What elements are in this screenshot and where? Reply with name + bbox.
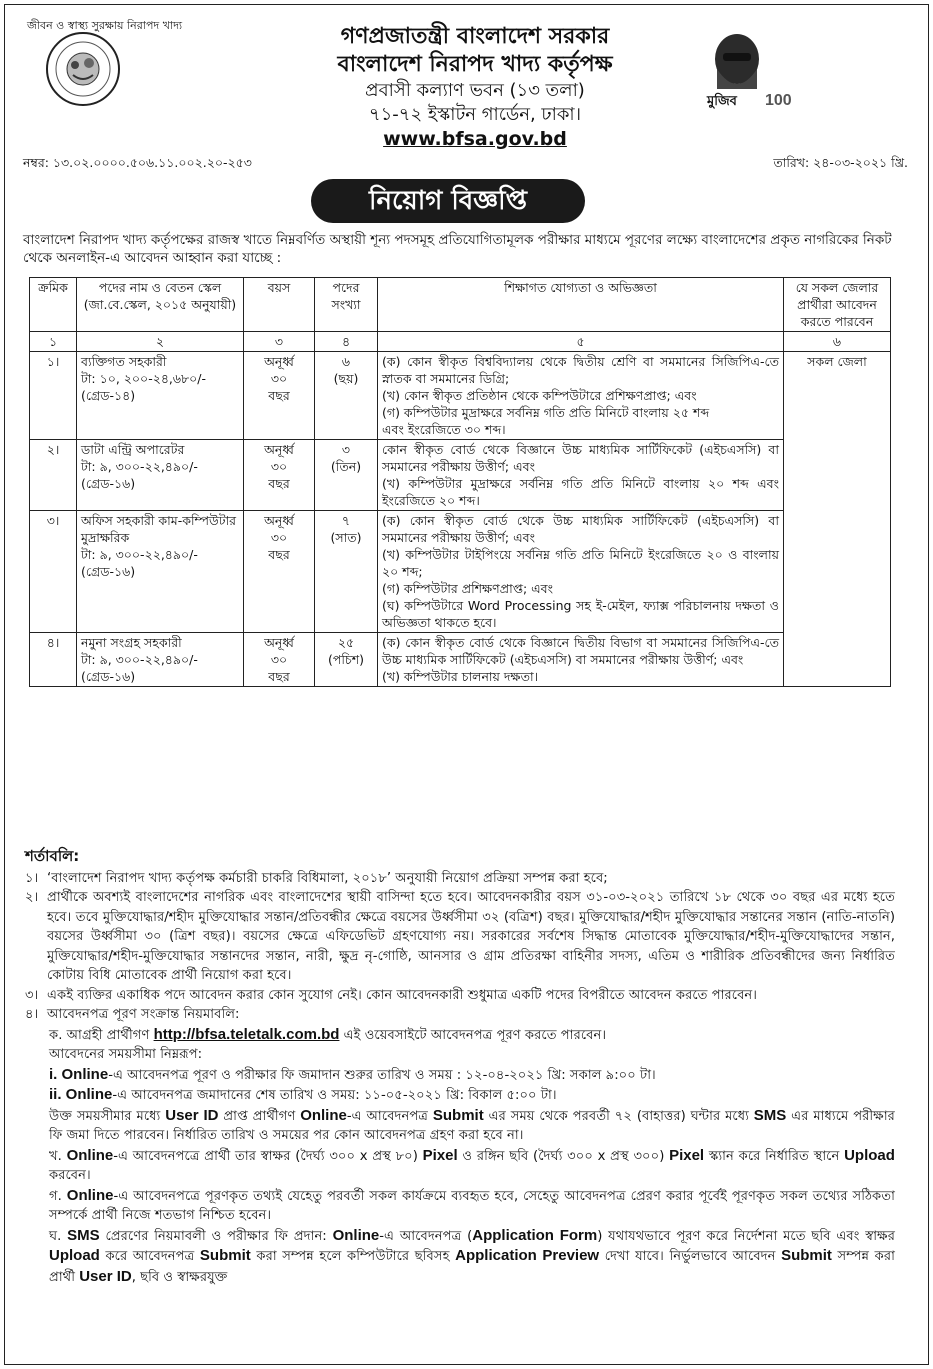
post-name: ব্যক্তিগত সহকারী <box>81 354 167 369</box>
col-number: ৬ <box>784 332 891 352</box>
text-segment: ii. Online <box>49 1086 113 1103</box>
row-serial: ৩। <box>30 511 77 633</box>
govt-name: গণপ্রজাতন্ত্রী বাংলাদেশ সরকার <box>340 24 610 49</box>
count-words: (ছয়) <box>333 371 359 386</box>
qualification-item: (খ) কম্পিউটার টাইপিংয়ে সর্বনিম্ন গতি প্রতি মিনিটে ইংরেজিতে ২০ ও বাংলায় ২০ শব্দ; <box>382 547 779 579</box>
qualification-item: কোন স্বীকৃত বোর্ড থেকে বিজ্ঞানে উচ্চ মাধ্যমিক সার্টিফিকেট (এইচএসসি) বা সমমানের পরীক্ষায় উত্তীর্ণ; এবং <box>382 442 779 474</box>
table-row <box>30 633 891 687</box>
term-item <box>25 869 895 889</box>
notice-title: নিয়োগ বিজ্ঞপ্তি <box>311 179 585 223</box>
row-post <box>77 440 244 511</box>
qualification-item: (ঘ) কম্পিউটারে Word Processing সহ ই-মেইল, ফ্যাক্স পরিচালনায় দক্ষতা ও অভিজ্ঞতা থাকতে হবে। <box>382 598 779 630</box>
terms-section <box>25 847 895 1287</box>
qualification-item: (গ) কম্পিউটার প্রশিক্ষণপ্রাপ্ত; এবং <box>382 581 553 596</box>
row-qualification <box>378 633 784 687</box>
age-line: অনূর্ধ্ব <box>264 354 294 369</box>
text-segment: -এ আবেদনপত্র ( <box>379 1228 473 1244</box>
qualification-item: (ক) কোন স্বীকৃত বোর্ড থেকে বিজ্ঞানে দ্বিতীয় বিভাগ বা সমমানের সিজিপিএ-তে উচ্চ মাধ্যমিক সার্টিফিকেট (এইচএসসি) বা সমমানের পরীক্ষায় উত্তীর্ণ; এবং <box>382 635 779 667</box>
count-words: (পচিশ) <box>328 652 364 667</box>
row-age <box>244 440 315 511</box>
table-row <box>30 352 891 440</box>
text-segment: Upload <box>49 1247 100 1264</box>
row-count <box>315 352 378 440</box>
post-name: অফিস সহকারী কাম-কম্পিউটার মুদ্রাক্ষরিক <box>81 513 237 545</box>
intro-paragraph: বাংলাদেশ নিরাপদ খাদ্য কর্তৃপক্ষের রাজস্ব খাতে নিম্নবর্ণিত অস্থায়ী শূন্য পদসমূহ প্রতিযোগিতামূলক পরীক্ষার মাধ্যমে পূরণের লক্ষ্যে বাংলাদেশের প্রকৃত নাগরিকের নিকট থেকে অনলাইন-এ আবেদন আহ্বান করা যাচ্ছে : <box>23 232 892 266</box>
mujib-borsho-logo <box>693 29 801 109</box>
text-segment: i. Online <box>49 1065 109 1083</box>
post-grade: (গ্রেড-১৪) <box>81 388 136 403</box>
text-segment: Online <box>300 1106 347 1124</box>
age-line: অনূর্ধ্ব <box>264 513 294 528</box>
count-number: ৬ <box>341 354 351 369</box>
text-segment: SMS <box>753 1106 787 1124</box>
memo-number: নম্বর: ১৩.০২.০০০০.৫০৬.১১.০০২.২০-২৫৩ <box>23 155 252 170</box>
term-number: ১। <box>25 870 39 886</box>
text-segment: করে আবেদনপত্র <box>105 1249 195 1264</box>
qualification-item: (গ) কম্পিউটার মুদ্রাক্ষরে সর্বনিম্ন গতি প্রতি মিনিটে বাংলায় ২৫ শব্দ <box>382 405 710 420</box>
header-count: পদের সংখ্যা <box>315 278 378 332</box>
text-segment: ঘ. <box>49 1228 62 1244</box>
term-number: ৩। <box>25 987 39 1003</box>
text-segment: , ছবি ও স্বাক্ষরযুক্ত <box>131 1269 228 1285</box>
bfsa-logo <box>45 31 121 107</box>
row-qualification <box>378 352 784 440</box>
age-line: অনূর্ধ্ব <box>264 442 294 457</box>
post-pay: টা: ৯, ৩০০-২২,৪৯০/- <box>81 652 198 667</box>
age-line: ৩০ <box>270 371 288 386</box>
website-link[interactable]: www.bfsa.gov.bd <box>383 128 567 150</box>
text-segment: Application Preview <box>455 1247 600 1264</box>
table-header-row <box>30 278 891 332</box>
info-accuracy-paragraph <box>25 1186 895 1226</box>
text-segment: দেখা যাবে। নির্ভুলভাবে আবেদন <box>604 1249 776 1264</box>
sms-fee-paragraph <box>25 1226 895 1288</box>
text-segment: Online <box>332 1226 380 1244</box>
qualification-item: (ক) কোন স্বীকৃত বোর্ড থেকে উচ্চ মাধ্যমিক সার্টিফিকেট (এইচএসসি) বা সমমানের পরীক্ষায় উত্তীর্ণ; এবং <box>382 513 779 545</box>
age-line: অনূর্ধ্ব <box>264 635 294 650</box>
term-text: আবেদনপত্র পূরণ সংক্রান্ত নিয়মাবলি: <box>47 1007 240 1022</box>
term-item <box>25 986 895 1006</box>
header-district: যে সকল জেলার প্রার্থীরা আবেদন করতে পারবেন <box>784 278 891 332</box>
address: ৭১-৭২ ইস্কাটন গার্ডেন, ঢাকা। <box>368 104 582 125</box>
term-item <box>25 1005 895 1025</box>
text-segment: প্রেরণের নিয়মাবলী ও পরীক্ষার ফি প্রদান: <box>105 1228 327 1244</box>
col-number: ২ <box>77 332 244 352</box>
text-segment: ) যথাযথভাবে পূরণ করে নির্দেশনা মতে ছবি এবং স্বাক্ষর <box>597 1228 895 1244</box>
post-grade: (গ্রেড-১৬) <box>81 476 136 491</box>
notice-page <box>4 4 929 1365</box>
qualification-item: (খ) কোন স্বীকৃত প্রতিষ্ঠান থেকে কম্পিউটারে প্রশিক্ষণপ্রাপ্ত; এবং <box>382 388 697 403</box>
age-line: বছর <box>268 547 290 562</box>
text-segment: User ID <box>79 1267 132 1285</box>
text-segment: Upload <box>844 1146 895 1164</box>
age-line: ৩০ <box>270 459 288 474</box>
photo-signature-paragraph <box>25 1146 895 1186</box>
text-segment: ও রঙ্গিন ছবি (দৈর্ঘ্য ৩০০ x প্রস্থ ৩০০) <box>462 1148 665 1164</box>
count-number: ২৫ <box>337 635 355 650</box>
column-number-row <box>30 332 891 352</box>
row-age <box>244 633 315 687</box>
col-number: ৩ <box>244 332 315 352</box>
text-segment: -এ আবেদনপত্র জমাদানের শেষ তারিখ ও সময়: ১১-০৫-২০২১ খ্রি: বিকাল ৫:০০ টা। <box>112 1088 557 1103</box>
text-segment: -এ আবেদনপত্র <box>346 1108 428 1124</box>
post-grade: (গ্রেড-১৬) <box>81 564 136 579</box>
post-grade: (গ্রেড-১৬) <box>81 669 136 684</box>
deadline-end <box>25 1085 895 1106</box>
post-pay: টা: ৯, ৩০০-২২,৪৯০/- <box>81 547 198 562</box>
text-segment: Submit <box>432 1106 484 1124</box>
term-text: প্রার্থীকে অবশ্যই বাংলাদেশের নাগরিক এবং বাংলাদেশের স্থায়ী বাসিন্দা হতে হবে। আবেদনকারীর বয়স ৩১-০৩-২০২১ তারিখে ১৮ থেকে ৩০ বছর এর মধ্যে হতে হবে। তবে মুক্তিযোদ্ধার/শহীদ মুক্তিযোদ্ধার সন্তান/প্রতিবন্ধীর ক্ষেত্রে বয়সের উর্ধ্বসীমা ৩২ (বত্রিশ) বছর। মুক্তিযোদ্ধার/শহীদ মুক্তিযোদ্ধার সন্তানের সন্তান (নাতি-নাতনি) বয়সের উর্ধ্বসীমা ৩০ (ত্রিশ বছর)। বয়সের ক্ষেত্রে এফিডেভিট গ্রহণযোগ্য নয়। সরকারের সর্বশেষ সিদ্ধান্ত মোতাবেক মুক্তিযোদ্ধার/শহীদ-মুক্তিযোদ্ধাদের সন্তান, মুক্তিযোদ্ধার/শহীদ-মুক্তিযোদ্ধার সন্তানদের সন্তান, নারী, ক্ষুদ্র নৃ-গোষ্ঠি, আনসার ও গ্রাম প্রতিরক্ষা বাহিনীর সদস্য, এতিম ও শারীরিক প্রতিবন্ধীদের জন্য নির্ধারিত কোটায় বিধি মোতাবেক প্রার্থী নিয়োগ করা হবে। <box>47 890 896 983</box>
age-line: বছর <box>268 669 290 684</box>
svg-text:100: 100 <box>765 92 792 109</box>
row-serial: ১। <box>30 352 77 440</box>
age-line: বছর <box>268 388 290 403</box>
age-line: বছর <box>268 476 290 491</box>
row-count <box>315 440 378 511</box>
post-pay: টা: ১০, ২০০-২৪,৬৮০/- <box>81 371 206 386</box>
text-segment: Submit <box>781 1247 832 1264</box>
text-segment: Pixel <box>422 1146 458 1164</box>
text-segment: করবেন। <box>49 1168 91 1183</box>
text-segment: Submit <box>199 1247 251 1264</box>
text-segment: করা সম্পন্ন হলে কম্পিউটারে ছবিসহ <box>256 1249 450 1264</box>
table-row <box>30 511 891 633</box>
qualification-item: (ক) কোন স্বীকৃত বিশ্ববিদ্যালয় থেকে দ্বিতীয় শ্রেণি বা সমমানের সিজিপিএ-তে স্নাতক বা সমমানের ডিগ্রি; <box>382 354 779 386</box>
text-segment: Online <box>66 1146 114 1164</box>
application-website-line <box>25 1025 895 1046</box>
qualification-item: এবং ইংরেজিতে ৩০ শব্দ। <box>382 422 506 437</box>
header-qualification: শিক্ষাগত যোগ্যতা ও অভিজ্ঞতা <box>378 278 784 332</box>
row-post <box>77 352 244 440</box>
age-line: ৩০ <box>270 530 288 545</box>
svg-text:মুজিব: মুজিব <box>707 94 737 109</box>
motto: জীবন ও স্বাস্থ্য সুরক্ষায় নিরাপদ খাদ্য <box>27 19 183 32</box>
term-number: ৪। <box>25 1007 39 1022</box>
term-text: একই ব্যক্তির একাধিক পদে আবেদন করার কোন সুযোগ নেই। কোন আবেদনকারী শুধুমাত্র একটি পদের বিপরীতে আবেদন করতে পারবেন। <box>47 987 757 1003</box>
fee-payment-paragraph <box>25 1106 895 1146</box>
text-segment: -এ আবেদনপত্রে প্রার্থী তার স্বাক্ষর (দৈর্ঘ্য ৩০০ x প্রস্থ ৮০) <box>113 1148 418 1164</box>
text-segment: Application Form <box>472 1226 598 1244</box>
deadline-start <box>25 1065 895 1086</box>
header-post: পদের নাম ও বেতন স্কেল (জা.বে.স্কেল, ২০১৫ অনুযায়ী) <box>77 278 244 332</box>
text-segment: User ID <box>165 1106 219 1124</box>
table-row <box>30 440 891 511</box>
building-name: প্রবাসী কল্যাণ ভবন (১৩ তলা) <box>365 80 585 101</box>
post-name: ডাটা এন্ট্রি অপারেটর <box>81 442 185 457</box>
col-number: ৪ <box>315 332 378 352</box>
row-age <box>244 511 315 633</box>
row-qualification <box>378 511 784 633</box>
row-count <box>315 633 378 687</box>
header-serial: ক্রমিক <box>30 278 77 332</box>
row-age <box>244 352 315 440</box>
text-segment: স্ক্যান করে নির্ধারিত স্থানে <box>708 1148 840 1164</box>
row-serial: ২। <box>30 440 77 511</box>
text-segment: প্রাপ্ত প্রার্থীগণ <box>223 1108 296 1124</box>
count-words: (সাত) <box>330 530 362 545</box>
application-url-link[interactable]: http://bfsa.teletalk.com.bd <box>153 1025 340 1043</box>
row-qualification <box>378 440 784 511</box>
count-words: (তিন) <box>330 459 362 474</box>
term-item <box>25 888 895 986</box>
memo-date: তারিখ: ২৪-০৩-২০২১ খ্রি. <box>773 155 908 170</box>
text-segment: Pixel <box>669 1146 705 1164</box>
text-segment: -এ আবেদনপত্র পূরণ ও পরীক্ষার ফি জমাদান শুরুর তারিখ ও সময় : ১২-০৪-২০২১ খ্রি: সকাল ৯:০০ টা। <box>108 1067 656 1083</box>
text-segment: সম্পন্ন করা প্রার্থী <box>49 1249 895 1285</box>
posts-table <box>29 277 891 687</box>
count-number: ৩ <box>341 442 351 457</box>
row-post <box>77 633 244 687</box>
text-segment: এর সময় থেকে পরবর্তী ৭২ (বাহাত্তর) ঘন্টার মধ্যে <box>488 1108 749 1124</box>
post-pay: টা: ৯, ৩০০-২২,৪৯০/- <box>81 459 198 474</box>
office-header <box>205 23 745 151</box>
count-number: ৭ <box>341 513 351 528</box>
authority-name: বাংলাদেশ নিরাপদ খাদ্য কর্তৃপক্ষ <box>337 52 613 77</box>
text-segment: খ. <box>49 1148 62 1164</box>
terms-heading: শর্তাবলি: <box>25 847 80 865</box>
text-segment: গ. <box>49 1188 62 1204</box>
header-age: বয়স <box>244 278 315 332</box>
text-segment: ক. আগ্রহী প্রার্থীগণ <box>49 1027 150 1043</box>
row-serial: ৪। <box>30 633 77 687</box>
text-segment: Online <box>66 1186 114 1204</box>
row-count <box>315 511 378 633</box>
text-segment: উক্ত সময়সীমার মধ্যে <box>49 1108 161 1124</box>
text-segment: এর মাধ্যমে পরীক্ষার ফি জমা দিতে পারবেন। নির্ধারিত তারিখ ও সময়ের পর কোন আবেদনপত্র গ্রহণ করা হবে না। <box>49 1108 895 1143</box>
text-segment: এই ওয়েবসাইটে আবেদনপত্র পূরণ করতে পারবেন। <box>343 1027 607 1043</box>
qualification-item: (খ) কম্পিউটার মুদ্রাক্ষরে সর্বনিম্ন গতি প্রতি মিনিটে বাংলায় ২০ শব্দ এবং ইংরেজিতে ২০ শব্দ। <box>382 476 779 508</box>
text-segment: -এ আবেদনপত্রে পূরণকৃত তথ্যই যেহেতু পরবর্তী সকল কার্যক্রমে ব্যবহৃত হবে, সেহেতু আবেদনপত্র প্রেরণ করার পূর্বেই পূরণকৃত সকল তথ্যের সঠিকতা সম্পর্কে প্রার্থী নিজে শতভাগ নিশ্চিত হবেন। <box>49 1188 895 1223</box>
deadline-label: আবেদনের সময়সীমা নিম্নরূপ: <box>49 1047 203 1062</box>
text-segment: SMS <box>67 1226 100 1244</box>
age-line: ৩০ <box>270 652 288 667</box>
post-name: নমুনা সংগ্রহ সহকারী <box>81 635 182 650</box>
col-number: ৫ <box>378 332 784 352</box>
col-number: ১ <box>30 332 77 352</box>
qualification-item: (খ) কম্পিউটার চালনায় দক্ষতা। <box>382 669 539 684</box>
row-post <box>77 511 244 633</box>
row-district: সকল জেলা <box>784 352 891 687</box>
term-number: ২। <box>25 890 39 905</box>
term-text: ‘বাংলাদেশ নিরাপদ খাদ্য কর্তৃপক্ষ কর্মচারী চাকরি বিধিমালা, ২০১৮’ অনুযায়ী নিয়োগ প্রক্রিয়া সম্পন্ন করা হবে; <box>47 870 608 886</box>
